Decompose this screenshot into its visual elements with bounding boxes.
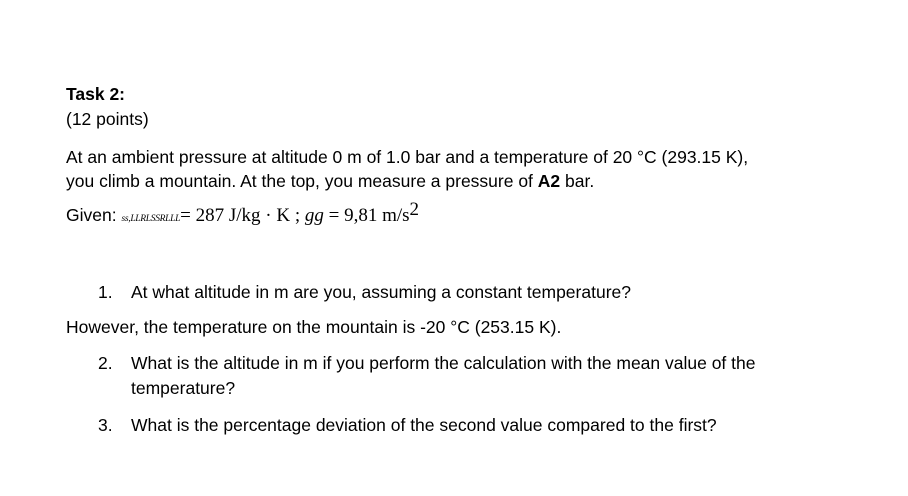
question-1-text: At what altitude in m are you, assuming a constant temperature?: [131, 282, 631, 302]
gravity-value: = 9,81 m/s: [323, 205, 410, 226]
gravity-exponent: 2: [409, 199, 420, 220]
question-1: [98, 281, 631, 303]
intro-line-2-text: you climb a mountain. At the top, you measure a pressure of: [66, 171, 538, 191]
intro-line-2: [66, 170, 594, 192]
task-points: (12 points): [66, 109, 149, 129]
question-2-number: 2.: [98, 353, 113, 373]
question-2-text-line-1: What is the altitude in m if you perform the calculation with the mean value of the: [131, 353, 756, 373]
intro-line-1: At an ambient pressure at altitude 0 m of 1.0 bar and a temperature of 20 °C (293.15 K),: [66, 147, 749, 167]
given-label: Given:: [66, 205, 122, 225]
intro-line-2-end: bar.: [560, 171, 595, 191]
gas-constant-symbol: ss,LLRLSSRLLL: [121, 214, 181, 224]
gravity-symbol: gg: [304, 205, 324, 226]
pressure-variable: A2: [537, 171, 561, 191]
gas-constant-value: = 287 J/kg · K ;: [180, 205, 305, 226]
question-2-text-line-2: temperature?: [131, 378, 236, 398]
question-3: [98, 414, 717, 436]
however-line: However, the temperature on the mountain is -20 °C (253.15 K).: [66, 317, 562, 337]
question-3-text: What is the percentage deviation of the second value compared to the first?: [131, 415, 717, 435]
question-2: [98, 352, 756, 374]
given-line: [66, 199, 420, 230]
question-3-number: 3.: [98, 415, 113, 435]
task-title: Task 2:: [66, 84, 126, 104]
question-1-number: 1.: [98, 282, 113, 302]
